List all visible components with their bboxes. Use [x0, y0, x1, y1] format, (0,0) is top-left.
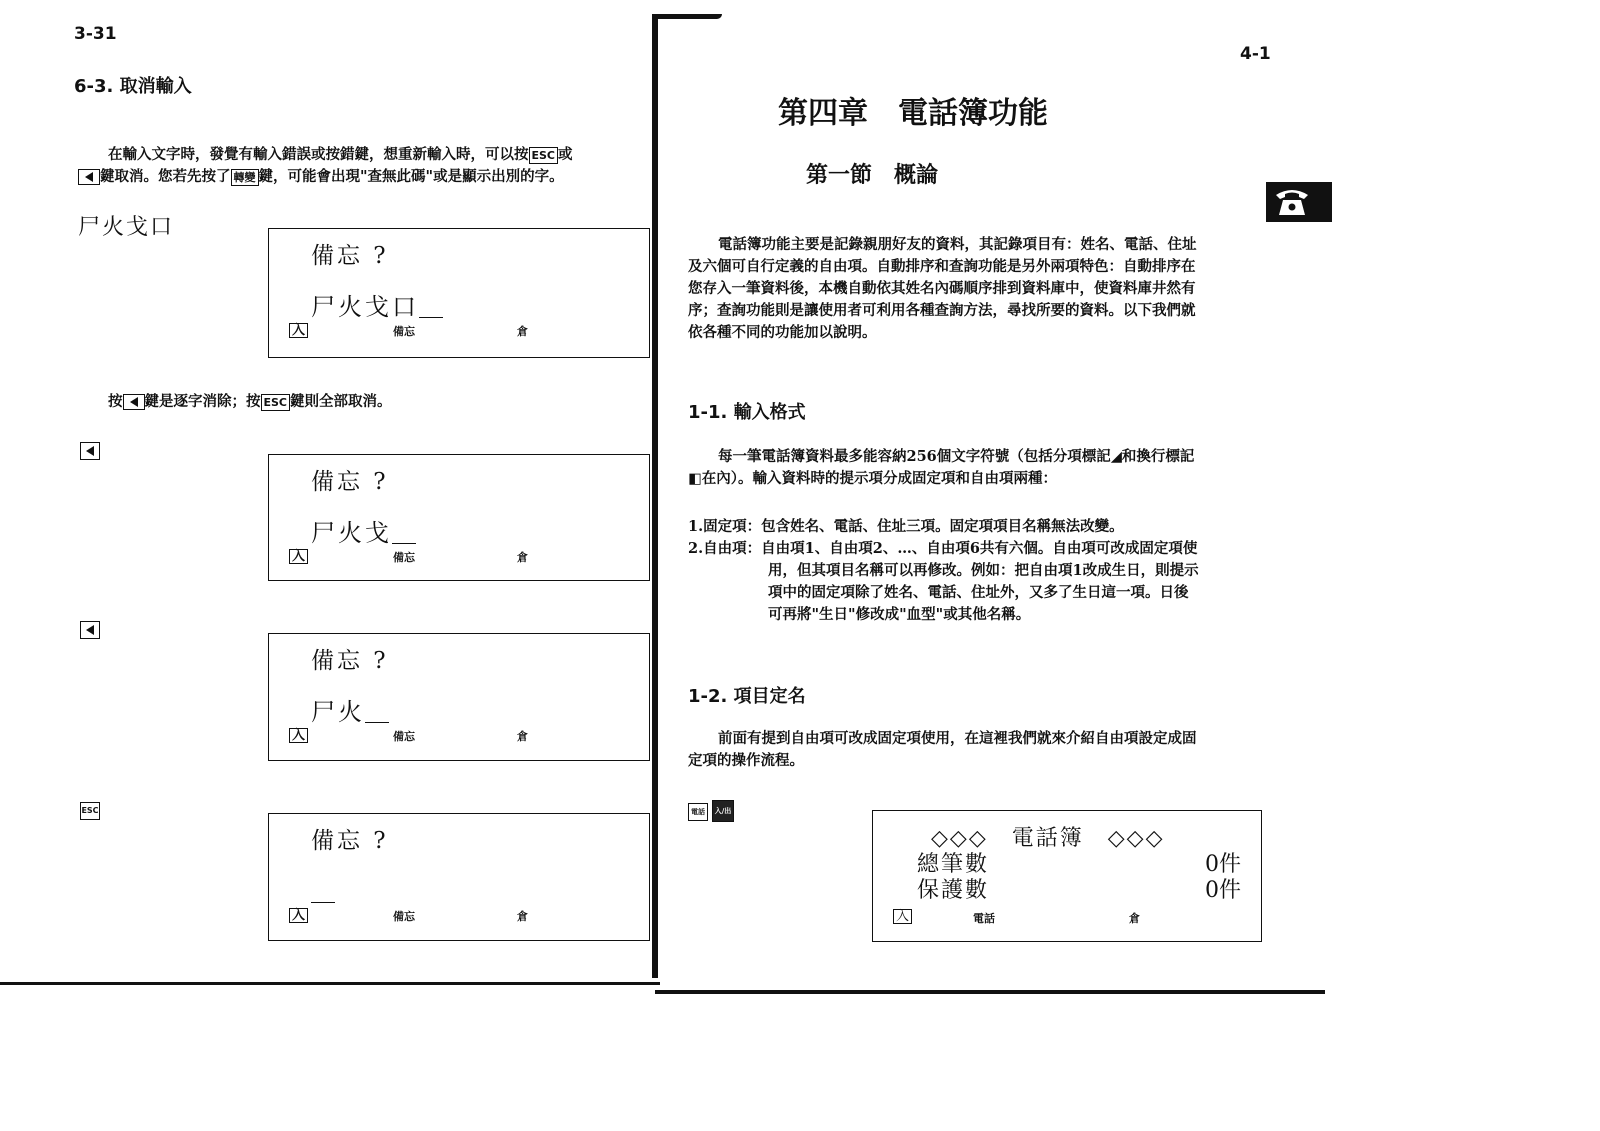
- instruction-text-1: 按: [108, 393, 123, 410]
- overview-line: 及六個可自行定義的自由項。自動排序和查詢功能是另外兩項特色：自動排序在: [688, 258, 1196, 275]
- phonebook-store-label: 倉: [1129, 912, 1140, 925]
- intro-text-3: 鍵取消。您若先按了: [100, 168, 231, 185]
- instruction-text-3: 鍵則全部取消。: [290, 393, 392, 410]
- screen-store-label: 倉: [517, 551, 528, 564]
- screen-mode-label: 備忘: [393, 910, 415, 923]
- screen-input: 尸火戈＿: [311, 519, 419, 547]
- screen-prompt: 備忘 ?: [311, 243, 389, 269]
- input-mode-indicator: 入: [289, 549, 308, 564]
- esc-key-icon: ESC: [80, 802, 100, 820]
- phone-key-icon: 電話: [688, 803, 708, 821]
- left-page-number: 3-31: [74, 24, 117, 44]
- overview-line: 電話簿功能主要是記錄親朋好友的資料，其記錄項目有：姓名、電話、住址: [718, 236, 1197, 253]
- free-item-line: 2.自由項：自由項1、自由項2、…、自由項6共有六個。自由項可改成固定項使: [688, 540, 1198, 557]
- lcd-screen-1: [268, 228, 650, 358]
- example-code: 尸火戈口: [78, 215, 175, 240]
- total-records-label: 總筆數: [917, 852, 990, 877]
- subsection-1-paragraph: [688, 446, 1268, 490]
- bottom-edge-line: [0, 982, 660, 985]
- left-section-heading: 6-3. 取消輸入: [74, 76, 192, 97]
- screen-prompt: 備忘 ?: [311, 469, 389, 495]
- esc-key-inline: ESC: [261, 394, 291, 411]
- subsection-1-heading: 1-1. 輸入格式: [688, 402, 806, 423]
- sub1-line: ◧在內）。輸入資料時的提示項分成固定項和自由項兩種：: [688, 470, 1057, 487]
- free-item-line: 項中的固定項除了姓名、電話、住址外，又多了生日這一項。日後: [768, 584, 1189, 601]
- section-title: 第一節 概論: [806, 163, 939, 188]
- overview-line: 依各種不同的功能加以說明。: [688, 324, 877, 341]
- instruction-line: [108, 391, 392, 413]
- left-intro-paragraph: [108, 144, 648, 166]
- protected-records-value: 0件: [1205, 878, 1241, 903]
- screen-store-label: 倉: [517, 730, 528, 743]
- chapter-title: 第四章 電話簿功能: [778, 96, 1048, 131]
- screen-input: ＿: [311, 878, 338, 906]
- screen-mode-label: 備忘: [393, 325, 415, 338]
- sub2-line: 前面有提到自由項可改成固定項使用，在這裡我們就來介紹自由項設定成固: [718, 730, 1197, 747]
- screen-prompt: 備忘 ?: [311, 648, 389, 674]
- sub2-line: 定項的操作流程。: [688, 752, 804, 769]
- backspace-key-icon: [80, 442, 100, 460]
- phonebook-screen-title: ◇◇◇ 電話簿 ◇◇◇: [931, 826, 1165, 851]
- screen-mode-label: 備忘: [393, 730, 415, 743]
- lcd-screen-4: [268, 813, 650, 941]
- telephone-icon: [1272, 185, 1312, 219]
- convert-key-inline: 轉變: [231, 169, 259, 186]
- intro-text-2: 或: [558, 146, 573, 163]
- backspace-key-inline: [123, 394, 145, 410]
- input-mode-indicator: 入: [893, 909, 912, 924]
- screen-input: 尸火戈口＿: [311, 293, 446, 321]
- screen-store-label: 倉: [517, 910, 528, 923]
- input-mode-indicator: 入: [289, 728, 308, 743]
- esc-key-inline: ESC: [529, 147, 559, 164]
- instruction-text-2: 鍵是逐字消除；按: [144, 393, 261, 410]
- subsection-2-paragraph: [688, 728, 1268, 772]
- free-item-description: [688, 538, 1268, 626]
- input-mode-indicator: 入: [289, 323, 308, 338]
- screen-input: 尸火＿: [311, 698, 392, 726]
- free-item-line: 用，但其項目名稱可以再修改。例如：把自由項1改成生日，則提示: [768, 562, 1199, 579]
- bottom-edge-line-right: [655, 990, 1325, 994]
- in-out-key-icon: 入/出: [712, 800, 734, 822]
- backspace-key-icon: [80, 621, 100, 639]
- fixed-item-description: 1.固定項：包含姓名、電話、住址三項。固定項項目名稱無法改變。: [688, 518, 1124, 535]
- right-page-number: 4-1: [1240, 44, 1271, 64]
- screen-mode-label: 備忘: [393, 551, 415, 564]
- gutter-top-flare: [652, 14, 722, 19]
- intro-text-1: 在輸入文字時，發覺有輸入錯誤或按錯鍵，想重新輸入時，可以按: [108, 146, 529, 163]
- sub1-line: 每一筆電話簿資料最多能容納256個文字符號（包括分項標記◢和換行標記: [718, 448, 1195, 465]
- screen-store-label: 倉: [517, 325, 528, 338]
- input-mode-indicator: 入: [289, 908, 308, 923]
- overview-line: 序；查詢功能則是讓使用者可利用各種查詢方法，尋找所要的資料。以下我們就: [688, 302, 1196, 319]
- phonebook-lcd-screen: [872, 810, 1262, 942]
- overview-paragraph: [688, 234, 1268, 344]
- screen-prompt: 備忘 ?: [311, 828, 389, 854]
- lcd-screen-3: [268, 633, 650, 761]
- free-item-line: 可再將"生日"修改成"血型"或其他名稱。: [768, 606, 1031, 623]
- total-records-value: 0件: [1205, 852, 1241, 877]
- page-gutter: [652, 18, 658, 978]
- protected-records-label: 保護數: [917, 878, 990, 903]
- phonebook-mode-label: 電話: [973, 912, 995, 925]
- intro-text-4: 鍵，可能會出現"查無此碼"或是顯示出別的字。: [258, 168, 564, 185]
- overview-line: 您存入一筆資料後，本機自動依其姓名內碼順序排到資料庫中，使資料庫井然有: [688, 280, 1196, 297]
- chapter-tab: [1266, 182, 1332, 222]
- backspace-key-inline: [78, 169, 100, 185]
- lcd-screen-2: [268, 454, 650, 581]
- subsection-2-heading: 1-2. 項目定名: [688, 686, 806, 707]
- left-intro-paragraph-line2: [78, 166, 658, 188]
